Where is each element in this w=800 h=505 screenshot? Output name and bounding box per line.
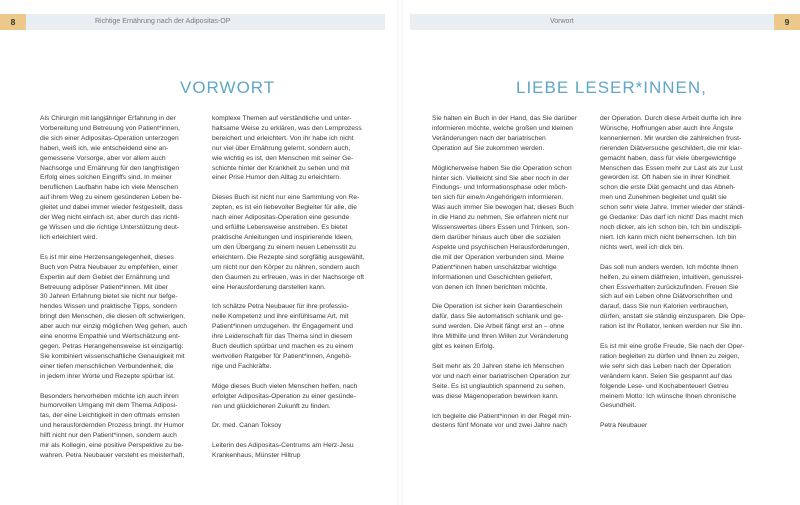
paragraph: Besonders hervorheben möchte ich auch ihren humorvollen Umgang mit dem Thema Adiposi- tas, der eine Leichtigkeit in den oftmals ernsten und herausfordernden Prozess bringt. Ihr Humor hilft nicht nur den Patient*innen, sondern auch mir als Kollegin, eine positive Perspektive zu be- wahren. Petra Neubauer versteht es meisterhaft, xyxy=(40,392,185,459)
paragraph: Das soll nun anders werden. Ich möchte Ihnen helfen, zu einem diätfreien, intuitiven, genussrei- chen Essverhalten zurückzufinden. Freuen Sie sich auf ein Leben ohne Diätvorschriften und darauf, dass Sie nun Kalorien verbrauchen, dürfen, anstatt sie ständig einzusparen. Die Ope- ration ist Ihr Rollator, lenken werden nur Sie ihn. xyxy=(600,263,746,331)
paragraph: Es ist mir eine große Freude, Sie nach der Oper- ration begleiten zu dürfen und Ihnen zu zeigen, wie sehr sich das Leben nach der Operation verändern kann. Seien Sie gespannt auf das folgende Lese- und Kochabenteuer! Getreu meinem Motto: Ich wünsche Ihnen chronische Gesundheit. xyxy=(600,343,745,410)
paragraph: Ich begleite die Patient*innen in der Regel min- destens fünf Monate vor und zwei Jahre nach xyxy=(432,412,572,430)
text-column-1 xyxy=(40,114,205,471)
right-page-number: 9 xyxy=(774,14,800,30)
author-affiliation: Leiterin des Adipositas-Centrums am Herz-Jesu Krankenhaus, Münster Hiltrup xyxy=(212,442,354,460)
paragraph: Ich schätze Petra Neubauer für ihre professio- nelle Kompetenz und ihre einfühlsame Art, mit Patient*innen umzugehen. Ihr Engagement und ihre Leidenschaft für das Thema sind in diesem Buch deutlich spürbar und machen es zu einem wertvollen Ratgeber für Patient*innen, Angehö- rige und Fachkräfte. xyxy=(212,303,354,370)
text-column-2 xyxy=(212,114,377,471)
left-running-title: Richtige Ernährung nach der Adipositas-OP xyxy=(95,18,231,25)
text-column-3 xyxy=(432,114,597,441)
right-page-heading: LIEBE LESER*INNEN, xyxy=(516,78,707,97)
paragraph: Seit mehr als 20 Jahren stehe ich Menschen vor und nach einer bariatrischen Operation zur Seite. Es ist unglaublich spannend zu sehen, was diese Magenoperation bewirken kann. xyxy=(432,362,570,400)
left-page-number: 8 xyxy=(0,14,26,30)
paragraph: Dieses Buch ist nicht nur eine Sammlung von Re- zepten, es ist ein liebevoller Begleiter für alle, die nach einer Adipositas-Operation eine gesunde und erfüllte Lebensweise anstreben. Es bietet praktische Anleitungen und inspirierende Ideen, um den Übergang zu einem neuen Lebensstil zu erleichtern. Die Rezepte sind sorgfältig ausgewählt, um nicht nur den Körper zu nähren, sondern auch den Gaumen zu erfreuen, was in der Nachsorge oft eine Herausforderung darstellen kann. xyxy=(212,194,365,291)
text-column-4 xyxy=(600,114,765,441)
paragraph: Als Chirurgin mit langjähriger Erfahrung in der Vorbereitung und Betreuung von Patient*innen, die sich einer Adipositas-Operation unterzogen haben, weiß ich, wie entscheidend eine an- gemessene Vorsorge, aber vor allem auch Nachsorge und Ernährung für den langfristigen Erfolg eines solchen Eingriffs sind. In meiner beruflichen Laufbahn habe ich viele Menschen auf ihrem Weg zu einem gesünderen Leben be- gleitet und dabei immer wieder festgestellt, dass der Weg nicht einfach ist, aber durch das richti- ge Wissen und die richtige Unterstützung deut- lich erleichtert wird. xyxy=(40,115,183,241)
paragraph: komplexe Themen auf verständliche und unter- haltsame Weise zu erklären, was den Lernprozess bereichert und erleichtert. Von ihr habe ich nicht nur viel über Ernährung gelernt, sondern auch, wie wichtig es ist, den Menschen mit seiner Ge- schichte hinter der Krankheit zu sehen und mit einer Prise Humor den Alltag zu erleichtern. xyxy=(212,115,362,182)
left-header-bar xyxy=(0,14,385,30)
paragraph: Sie halten ein Buch in der Hand, das Sie darüber informieren möchte, welche großen und kleinen Veränderungen nach der bariatrischen Operation auf Sie zukommen werden. xyxy=(432,115,577,152)
paragraph: Die Operation ist sicher kein Garantieschein dafür, dass Sie automatisch schlank und ge- sund werden. Die Arbeit fängt erst an – ohne Ihre Mithilfe und Ihren Willen zur Veränderung gibt es keinen Erfolg. xyxy=(432,303,569,351)
right-running-title: Vorwort xyxy=(550,18,574,25)
left-page-heading: VORWORT xyxy=(180,78,276,97)
paragraph: Es ist mir eine Herzensangelegenheit, dieses Buch von Petra Neubauer zu empfehlen, einer Expertin auf dem Gebiet der Ernährung und Betreuung adipöser Patient*innen. Mit über 30 Jahren Erfahrung bietet sie nicht nur tiefge- hendes Wissen und praktische Tipps, sondern bringt den Menschen, die diesen oft schwierigen, aber auch nur einzig möglichen Weg gehen, auch eine enorme Empathie und Wertschätzung ent- gegen. Petras Herangehensweise ist einzigartig: Sie kombiniert wissenschaftliche Genauigkeit mit einer tiefen menschlichen Verbundenheit, die in jedem ihrer Worte und Rezepte spürbar ist. xyxy=(40,253,188,380)
author-signature: Petra Neubauer xyxy=(600,422,648,430)
paragraph: Möglicherweise haben Sie die Operation schon hinter sich. Vielleicht sind Sie aber noch in der Findungs- und Informationsphase oder möch- ten sich für eine/n Angehörige/n informieren. Was auch immer Sie bewogen hat, dieses Buch in die Hand zu nehmen, Sie erfahren nicht nur Wissenswertes übers Essen und Trinken, son- dern darüber hinaus auch über die sozialen Aspekte und psychischen Herausforderungen, die mit der Operation verbunden sind. Meine Patient*innen haben unschätzbar wichtige Informationen und Geschichten geliefert, von denen ich Ihnen berichten möchte. xyxy=(432,164,574,291)
paragraph: Möge dieses Buch vielen Menschen helfen, nach erfolgter Adipositas-Operation zu einer gesünde- ren und glücklicheren Zukunft zu finden. xyxy=(212,382,358,410)
author-name: Dr. med. Canan Toksoy xyxy=(212,422,282,430)
book-gutter xyxy=(397,0,403,505)
right-header-bar xyxy=(410,14,800,30)
paragraph: der Operation. Durch diese Arbeit durfte ich ihre Wünsche, Hoffnungen aber auch ihre Ängste kennenlernen. Mir wurden die zahlreichen frust- rierenden Diätversuche geschildert, die mir klar- gemacht haben, dass für viele übergewichtige Menschen das Essen mehr zur Last als zur Lust geworden ist. Oft haben sie in ihrer Kindheit schon die erste Diät gemacht und das Abneh- men und Zunehmen begleitet und quält sie schon sehr viele Jahre. Immer wieder der ständi- ge Gedanke: Das darf ich nicht! Das macht mich noch dicker, als ich schon bin. Ich bin undiszipli- niert. Ich kann mich nicht beherrschen. Ich bin nichts wert, weil ich dick bin. xyxy=(600,115,745,251)
